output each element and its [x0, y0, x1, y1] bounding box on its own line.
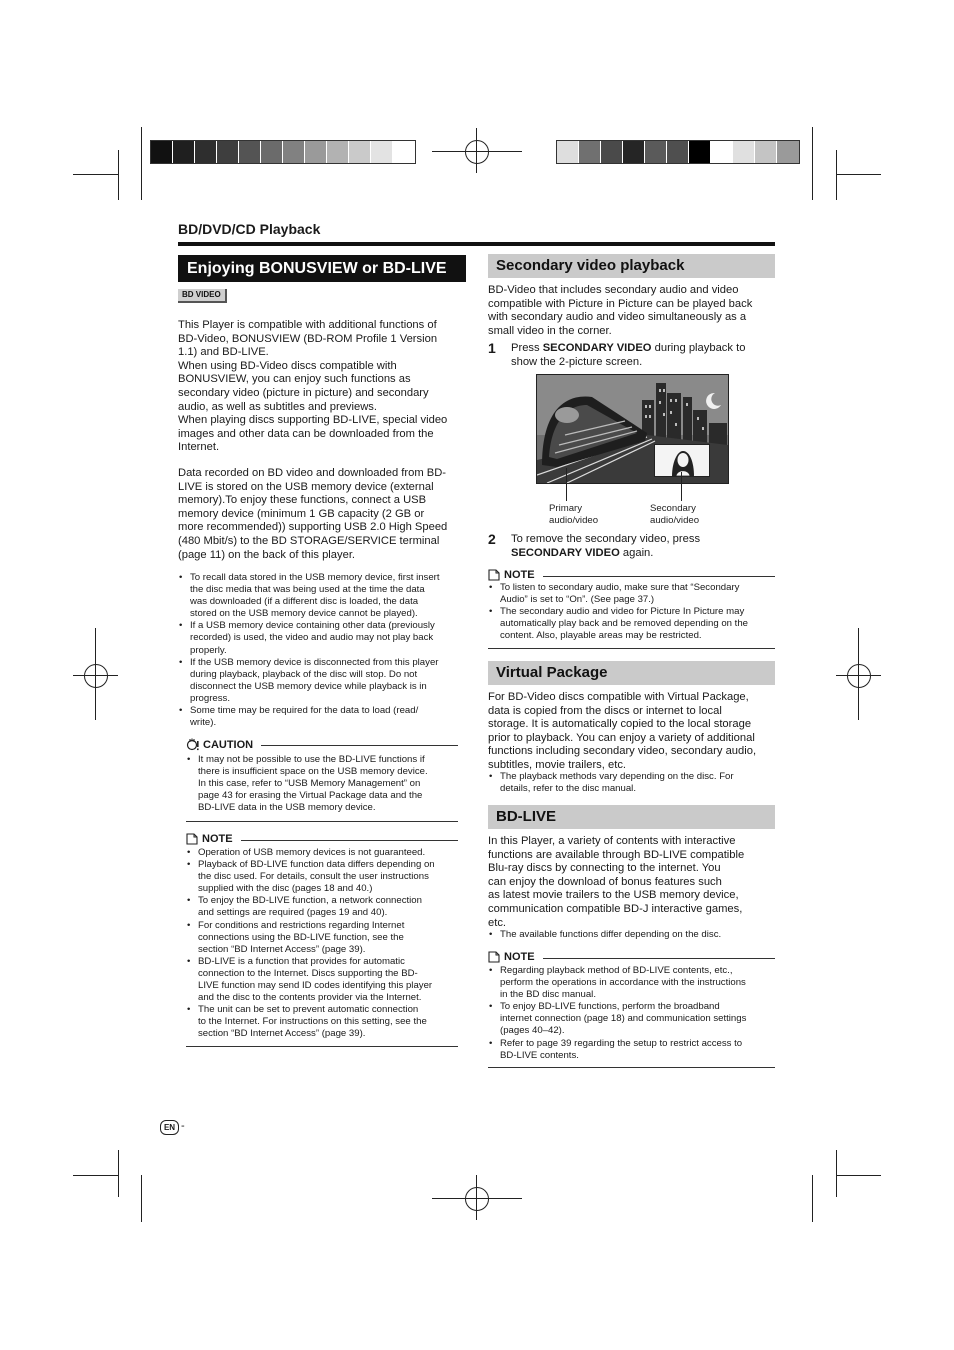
- left-note-bottom-rule: [186, 1046, 458, 1047]
- bd-live-note-list: [488, 965, 775, 1062]
- note-rule: [543, 576, 775, 577]
- color-swatch: [667, 141, 689, 163]
- bullet-line: Audio” is set to “On”. (See page 37.): [500, 594, 655, 606]
- section-heading: BD/DVD/CD Playback: [178, 221, 321, 237]
- bullet-item: [186, 754, 458, 814]
- bullet-line: page 43 for erasing the Virtual Package data and the: [198, 790, 423, 802]
- bullet-line: connection to the Internet. Discs supporting the BD-: [198, 967, 418, 979]
- text-line: memory device (minimum 1 GB capacity (2 GB or: [178, 507, 425, 520]
- secondary-intro: [488, 284, 778, 338]
- text-line: functions including secondary video, secondary audio,: [488, 745, 757, 758]
- note-label: NOTE: [202, 833, 233, 845]
- bullet-item: [488, 1038, 775, 1062]
- bullet-line: connections using the BD-LIVE function, see the: [198, 931, 404, 943]
- color-swatch: [733, 141, 755, 163]
- color-swatch: [173, 141, 195, 163]
- color-swatch: [217, 141, 239, 163]
- primary-pointer: [566, 468, 567, 501]
- bullet-line: disconnect the USB memory device while playback is in: [190, 680, 427, 692]
- text-line: functions are available through BD-LIVE compatible: [488, 848, 745, 861]
- bullet-line: section “BD Internet Access” (page 39).: [198, 1028, 366, 1040]
- left-note-box: [186, 833, 458, 1041]
- bullet-item: [178, 620, 468, 656]
- caution-rule: [261, 745, 458, 746]
- caution-list: [186, 754, 458, 814]
- color-bar-right: [556, 140, 800, 164]
- bullet-line: section “BD Internet Access” (page 39).: [198, 943, 366, 955]
- secondary-note-list: [488, 582, 775, 642]
- page-number: -: [181, 1120, 185, 1132]
- note-rule: [543, 958, 775, 959]
- bullet-line: recorded) is used, the video and audio may not play back: [190, 632, 434, 644]
- text-line: LIVE is stored on the USB memory device (external: [178, 480, 434, 493]
- bullet-line: BD-LIVE data in the USB memory device.: [198, 802, 376, 814]
- intro-paragraph-2: [178, 467, 468, 562]
- note-rule: [241, 840, 458, 841]
- bullet-line: and settings are required (pages 19 and 40).: [198, 907, 388, 919]
- color-swatch: [601, 141, 623, 163]
- bullet-line: content. Also, playable areas may be restricted.: [500, 630, 702, 642]
- color-swatch: [371, 141, 393, 163]
- bullet-line: internet connection (page 18) and communication settings: [500, 1013, 747, 1025]
- bd-video-badge: BD VIDEO: [178, 289, 227, 303]
- bullet-line: progress.: [190, 692, 230, 704]
- bullet-line: details, refer to the disc manual.: [500, 783, 636, 795]
- virtual-package-heading: Virtual Package: [488, 661, 775, 685]
- bullet-line: to the Internet. For instructions on this setting, see the: [198, 1016, 427, 1028]
- bullet-line: In this case, refer to “USB Memory Management” on: [198, 778, 421, 790]
- text-line: BD-Video that includes secondary audio and video: [488, 284, 739, 296]
- text-line: Blu-ray discs by connecting to the internet. You: [488, 862, 721, 875]
- bullet-line: the disc media that was being used at the time the data: [190, 584, 425, 596]
- bullet-line: • Regarding playback method of BD-LIVE contents, etc.,: [500, 965, 733, 976]
- caution-label: CAUTION: [203, 738, 254, 751]
- text-line: (page 11) on the back of this player.: [178, 548, 356, 561]
- bullet-line: • Playback of BD-LIVE function data differs depending on: [198, 859, 435, 871]
- language-badge: EN: [160, 1120, 179, 1135]
- color-swatch: [777, 141, 799, 163]
- note-icon: [186, 833, 198, 845]
- text-line: (480 Mbit/s) to the BD STORAGE/SERVICE terminal: [178, 534, 440, 547]
- bullet-item: [178, 657, 468, 705]
- bullet-line: stored on the USB memory device cannot be played).: [190, 608, 418, 620]
- step-2-text: To remove the secondary video, press SECONDARY VIDEO again.: [511, 533, 701, 559]
- bullet-item: [488, 929, 775, 941]
- bullet-item: [488, 1001, 775, 1037]
- bullet-line: • The available functions differ depending on the disc.: [500, 929, 722, 940]
- bullet-line: • If the USB memory device is disconnected from this player: [190, 656, 439, 668]
- color-swatch: [261, 141, 283, 163]
- bullet-item: [178, 705, 468, 729]
- bullet-line: • For conditions and restrictions regarding Internet: [198, 919, 405, 931]
- virtual-package-body: [488, 691, 778, 773]
- text-line: For BD-Video discs compatible with Virtual Package,: [488, 691, 749, 703]
- text-line: images and other data can be downloaded from the: [178, 427, 434, 440]
- text-line: small video in the corner.: [488, 324, 612, 337]
- caution-box: [186, 738, 458, 814]
- caption-secondary: Secondary audio/video: [650, 503, 700, 526]
- bd-live-note-box: [488, 951, 775, 1062]
- step-1-number: 1: [488, 340, 496, 356]
- color-swatch: [151, 141, 173, 163]
- text-line: with secondary audio and video simultaneously as a: [488, 311, 747, 324]
- text-line: data is copied from the discs or internet to local: [488, 704, 722, 717]
- bullet-line: during playback, playback of the disc will stop. Do not: [190, 668, 418, 680]
- text-line: BD-Video, BONUSVIEW (BD-ROM Profile 1 Version: [178, 332, 438, 345]
- bullet-item: [488, 606, 775, 642]
- bullet-line: perform the operations in accordance with the instructions: [500, 977, 746, 989]
- bullet-line: • Refer to page 39 regarding the setup to restrict access to: [500, 1037, 743, 1049]
- text-line: Data recorded on BD video and downloaded from BD-: [178, 467, 447, 479]
- color-swatch: [305, 141, 327, 163]
- text-line: compatible with Picture in Picture can be played back: [488, 297, 753, 310]
- text-line: Internet.: [178, 441, 220, 454]
- bullet-item: [186, 847, 458, 859]
- secondary-note-box: [488, 569, 775, 642]
- bullet-line: • To enjoy BD-LIVE functions, perform the broadband: [500, 1001, 720, 1013]
- text-line: storage. It is automatically copied to the local storage: [488, 718, 752, 731]
- intro-paragraph-1: [178, 319, 468, 455]
- color-swatch: [239, 141, 261, 163]
- text-line: memory).To enjoy these functions, connect a USB: [178, 494, 427, 507]
- step-1-text: Press SECONDARY VIDEO during playback to show the 2-picture screen.: [511, 342, 746, 368]
- bullet-item: [178, 572, 468, 620]
- text-line: audio, as well as subtitles and previews.: [178, 400, 377, 413]
- page-title: Enjoying BONUSVIEW or BD-LIVE: [178, 255, 466, 282]
- color-swatch: [327, 141, 349, 163]
- color-swatch: [711, 141, 733, 163]
- secondary-video-heading: Secondary video playback: [488, 254, 775, 278]
- text-line: This Player is compatible with additional functions of: [178, 319, 437, 331]
- left-note-list: [186, 847, 458, 1041]
- bullet-line: and the disc to the contents provider via the Internet.: [198, 992, 422, 1004]
- bullet-line: automatically play back and be removed depending on the: [500, 618, 749, 630]
- bullet-line: was downloaded (if a different disc is loaded, the data: [190, 596, 419, 608]
- bd-live-note-bottom-rule: [488, 1067, 775, 1068]
- bullet-line: • Some time may be required for the data to load (read/: [190, 705, 419, 717]
- bullet-line: • To recall data stored in the USB memory device, first insert: [190, 572, 440, 583]
- text-line: When using BD-Video discs compatible with: [178, 359, 397, 372]
- color-swatch: [283, 141, 305, 163]
- text-line: as latest movie trailers to the USB memory device,: [488, 889, 739, 902]
- text-line: BONUSVIEW, you can enjoy such functions as: [178, 373, 411, 386]
- bullet-line: the disc used. For details, consult the user instructions: [198, 871, 429, 883]
- text-line: In this Player, a variety of contents with interactive: [488, 835, 736, 847]
- color-swatch: [689, 141, 711, 163]
- bullet-line: there is insufficient space on the USB memory device.: [198, 766, 428, 778]
- color-swatch: [349, 141, 371, 163]
- bullet-line: • Operation of USB memory devices is not guaranteed.: [198, 847, 426, 858]
- text-line: etc.: [488, 916, 507, 929]
- color-swatch: [623, 141, 645, 163]
- bullet-line: • It may not be possible to use the BD-LIVE functions if: [198, 754, 425, 765]
- bullet-line: • The unit can be set to prevent automatic connection: [198, 1004, 419, 1016]
- caution-icon: [186, 738, 200, 751]
- note-label: NOTE: [504, 951, 535, 963]
- bullet-item: [186, 920, 458, 956]
- text-line: can enjoy the download of bonus features such: [488, 875, 722, 888]
- text-line: 1.1) and BD-LIVE.: [178, 346, 269, 359]
- caution-bottom-rule: [186, 821, 458, 822]
- color-bar-left: [150, 140, 416, 164]
- color-swatch: [557, 141, 579, 163]
- text-line: more recommended)) supporting USB 2.0 High Speed: [178, 521, 448, 534]
- secondary-note-bottom-rule: [488, 648, 775, 649]
- color-swatch: [393, 141, 415, 163]
- text-line: When playing discs supporting BD-LIVE, special video: [178, 414, 448, 427]
- bullet-line: • The secondary audio and video for Picture In Picture may: [500, 606, 745, 618]
- text-line: communication compatible BD-J interactive games,: [488, 902, 743, 915]
- text-line: prior to playback. You can enjoy a variety of additional: [488, 731, 755, 744]
- bullet-line: • If a USB memory device containing other data (previously: [190, 620, 435, 632]
- bullet-line: BD-LIVE contents.: [500, 1049, 579, 1061]
- virtual-package-bullet: [488, 771, 775, 795]
- caption-primary: Primary audio/video: [549, 503, 599, 526]
- color-swatch: [645, 141, 667, 163]
- secondary-pointer: [681, 472, 682, 501]
- bullet-line: (pages 40–42).: [500, 1025, 565, 1037]
- bullet-line: properly.: [190, 644, 227, 656]
- color-swatch: [579, 141, 601, 163]
- bullet-item: [186, 859, 458, 895]
- bullet-line: write).: [190, 717, 217, 729]
- bullet-line: • To listen to secondary audio, make sure that “Secondary: [500, 582, 740, 593]
- bullet-item: [186, 895, 458, 919]
- color-swatch: [755, 141, 777, 163]
- usb-bullet-list: [178, 572, 468, 729]
- text-line: secondary video (picture in picture) and secondary: [178, 386, 429, 399]
- bullet-item: [488, 965, 775, 1001]
- bullet-line: • To enjoy the BD-LIVE function, a network connection: [198, 895, 422, 907]
- bullet-line: • BD-LIVE is a function that provides for automatic: [198, 955, 405, 967]
- header-rule: [178, 242, 775, 246]
- bd-live-body: [488, 835, 778, 930]
- bd-live-heading: BD-LIVE: [488, 805, 775, 829]
- bullet-item: [186, 956, 458, 1004]
- pip-secondary-window: [654, 444, 710, 477]
- bullet-line: in the BD disc manual.: [500, 989, 596, 1001]
- bullet-item: [488, 771, 775, 795]
- color-swatch: [195, 141, 217, 163]
- bd-live-bullet: [488, 929, 775, 941]
- note-icon: [488, 569, 500, 581]
- note-label: NOTE: [504, 569, 535, 581]
- bullet-line: • The playback methods vary depending on the disc. For: [500, 771, 734, 782]
- bullet-line: LIVE function may send ID codes identifying this player: [198, 980, 433, 992]
- note-icon: [488, 951, 500, 963]
- text-line: subtitles, movie trailers, etc.: [488, 758, 627, 771]
- bullet-item: [186, 1004, 458, 1040]
- bullet-item: [488, 582, 775, 606]
- bullet-line: supplied with the disc (pages 18 and 40.): [198, 883, 373, 895]
- step-2-number: 2: [488, 531, 496, 547]
